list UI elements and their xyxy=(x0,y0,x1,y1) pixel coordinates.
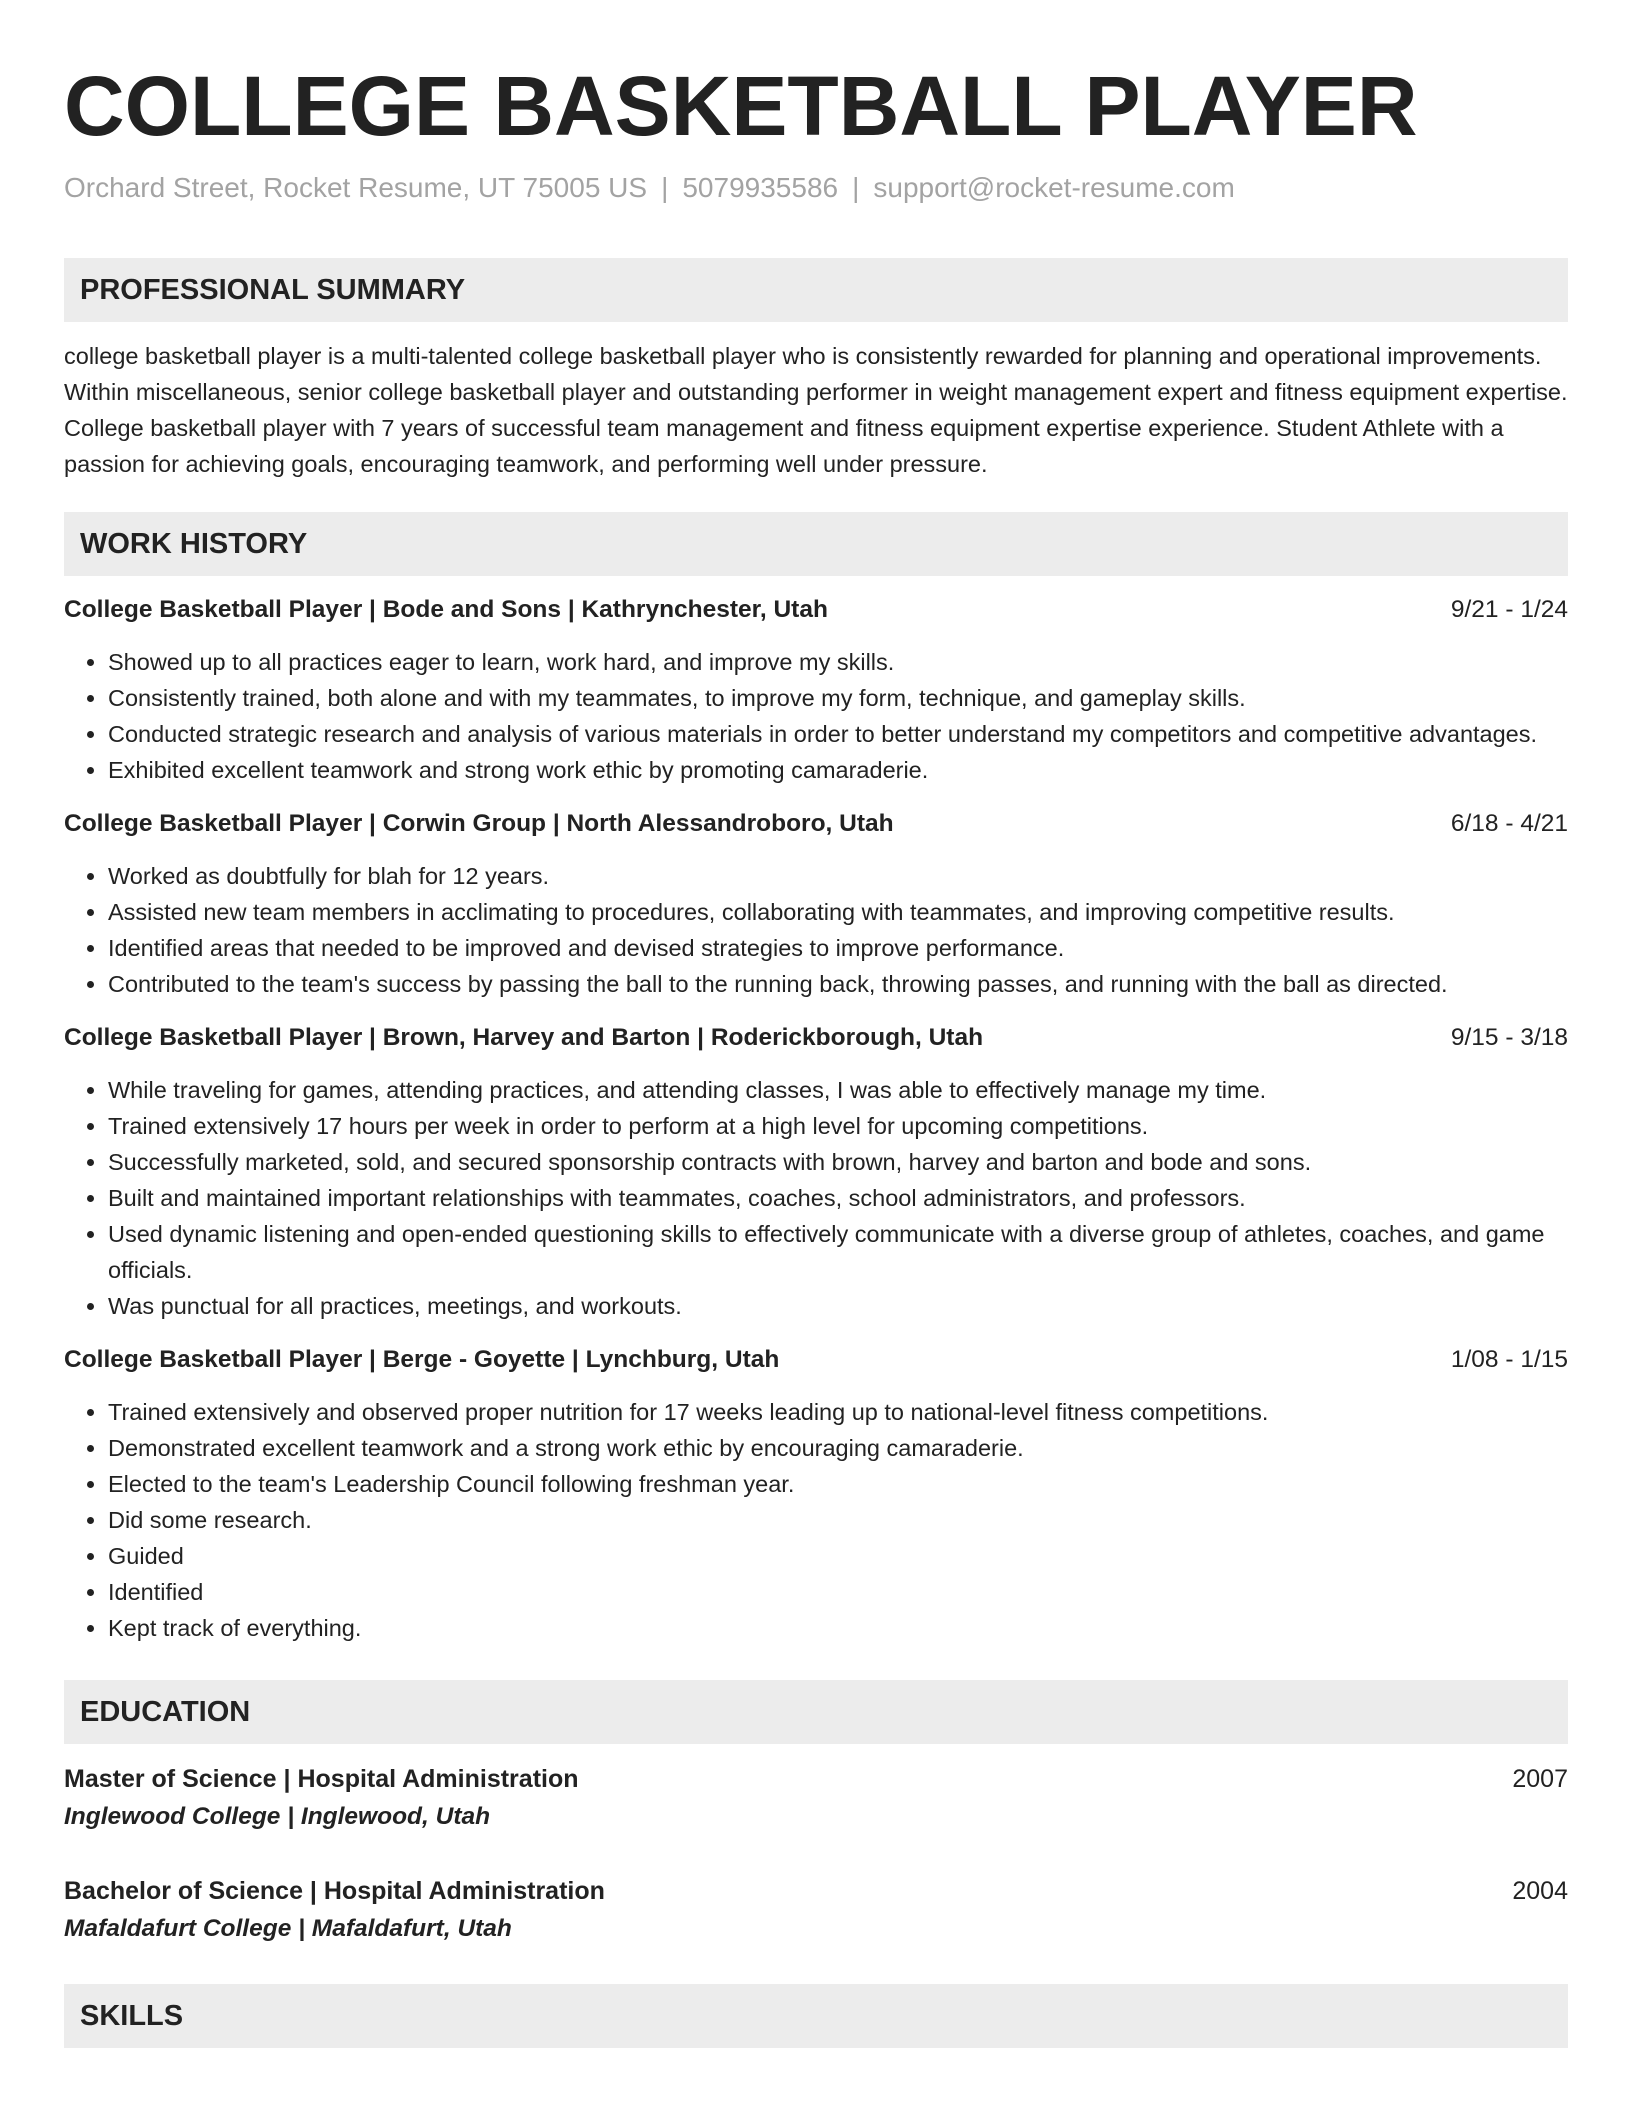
education-header xyxy=(64,1872,1568,1910)
job-bullets xyxy=(64,1072,1568,1324)
job-bullet: • Trained extensively 17 hours per week in order to perform at a high level for upcoming competitions. xyxy=(108,1108,1568,1144)
contact-line xyxy=(64,170,1568,206)
job-dates: 6/18 - 4/21 xyxy=(1450,810,1568,837)
education-school: Mafaldafurt College | Mafaldafurt, Utah xyxy=(64,1915,512,1942)
job-bullet: • Built and maintained important relationships with teammates, coaches, school administrators, and professors. xyxy=(108,1180,1568,1216)
job-bullets xyxy=(64,644,1568,788)
job-title: College Basketball Player | Brown, Harvey and Barton | Roderickborough, Utah xyxy=(64,1024,984,1051)
job-bullet: • Identified xyxy=(108,1574,1568,1610)
job-bullet: • Consistently trained, both alone and with my teammates, to improve my form, technique, and gameplay skills. xyxy=(108,680,1568,716)
education-degree: Master of Science | Hospital Administration xyxy=(64,1765,579,1793)
summary-text: college basketball player is a multi-talented college basketball player who is consistently rewarded for planning and operational improvements. Within miscellaneous, senior college basketball player and outstanding performer in weight management expert and fitness equipment expertise. College basketball player with 7 years of successful team management and fitness equipment expertise experience. Student Athlete with a passion for achieving goals, encouraging teamwork, and performing well under pressure. xyxy=(64,343,1568,477)
job-dates: 9/21 - 1/24 xyxy=(1450,596,1568,623)
education-entry xyxy=(64,1760,1568,1836)
education-header xyxy=(64,1760,1568,1798)
job-dates: 9/15 - 3/18 xyxy=(1450,1024,1568,1051)
education-school: Inglewood College | Inglewood, Utah xyxy=(64,1803,491,1830)
candidate-name: COLLEGE BASKETBALL PLAYER xyxy=(64,59,1418,153)
contact-phone: 5079935586 xyxy=(682,172,839,203)
job-bullet: • Guided xyxy=(108,1538,1568,1574)
job-bullet: • Did some research. xyxy=(108,1502,1568,1538)
education-degree: Bachelor of Science | Hospital Administration xyxy=(64,1877,605,1905)
education-year: 2007 xyxy=(1512,1765,1568,1793)
job-entry xyxy=(64,1020,1568,1324)
resume-page xyxy=(64,56,1568,2048)
section-heading-education: EDUCATION xyxy=(64,1680,1568,1744)
job-bullet: • Worked as doubtfully for blah for 12 years. xyxy=(108,858,1568,894)
contact-address: Orchard Street, Rocket Resume, UT 75005 US xyxy=(64,172,648,203)
job-bullet: • Showed up to all practices eager to learn, work hard, and improve my skills. xyxy=(108,644,1568,680)
job-bullet: • Was punctual for all practices, meetings, and workouts. xyxy=(108,1288,1568,1324)
job-header xyxy=(64,1020,1568,1056)
job-bullet: • While traveling for games, attending practices, and attending classes, I was able to effectively manage my time. xyxy=(108,1072,1568,1108)
summary-section xyxy=(64,258,1568,482)
job-bullet: • Conducted strategic research and analysis of various materials in order to better understand my competitors and competitive advantages. xyxy=(108,716,1568,752)
job-bullet: • Exhibited excellent teamwork and strong work ethic by promoting camaraderie. xyxy=(108,752,1568,788)
job-bullet: • Identified areas that needed to be improved and devised strategies to improve performance. xyxy=(108,930,1568,966)
job-bullet: • Trained extensively and observed proper nutrition for 17 weeks leading up to national-level fitness competitions. xyxy=(108,1394,1568,1430)
job-bullet: • Assisted new team members in acclimating to procedures, collaborating with teammates, and improving competitive results. xyxy=(108,894,1568,930)
section-heading-work: WORK HISTORY xyxy=(64,512,1568,576)
job-title: College Basketball Player | Berge - Goyette | Lynchburg, Utah xyxy=(64,1346,780,1373)
section-heading-summary: PROFESSIONAL SUMMARY xyxy=(64,258,1568,322)
job-bullet: • Demonstrated excellent teamwork and a strong work ethic by encouraging camaraderie. xyxy=(108,1430,1568,1466)
job-header xyxy=(64,592,1568,628)
job-entry xyxy=(64,1342,1568,1646)
job-bullets xyxy=(64,858,1568,1002)
job-bullet: • Successfully marketed, sold, and secured sponsorship contracts with brown, harvey and barton and bode and sons. xyxy=(108,1144,1568,1180)
job-bullet: • Kept track of everything. xyxy=(108,1610,1568,1646)
education-year: 2004 xyxy=(1512,1877,1568,1905)
job-entry xyxy=(64,592,1568,788)
work-history-section xyxy=(64,512,1568,1646)
job-bullet: • Contributed to the team's success by passing the ball to the running back, throwing passes, and running with the ball as directed. xyxy=(108,966,1568,1002)
job-title: College Basketball Player | Bode and Sons | Kathrynchester, Utah xyxy=(64,596,828,623)
education-entry xyxy=(64,1872,1568,1948)
contact-separator: | xyxy=(852,172,860,203)
job-bullet: • Used dynamic listening and open-ended questioning skills to effectively communicate with a diverse group of athletes, coaches, and game officials. xyxy=(108,1216,1568,1288)
skills-section xyxy=(64,1984,1568,2048)
job-bullets xyxy=(64,1394,1568,1646)
job-bullet: • Elected to the team's Leadership Council following freshman year. xyxy=(108,1466,1568,1502)
section-heading-skills: SKILLS xyxy=(64,1984,1568,2048)
job-title: College Basketball Player | Corwin Group | North Alessandroboro, Utah xyxy=(64,810,894,837)
job-header xyxy=(64,1342,1568,1378)
contact-email: support@rocket-resume.com xyxy=(873,172,1235,203)
job-header xyxy=(64,806,1568,842)
contact-separator: | xyxy=(661,172,669,203)
job-entry xyxy=(64,806,1568,1002)
job-dates: 1/08 - 1/15 xyxy=(1450,1346,1568,1373)
education-section xyxy=(64,1680,1568,1948)
